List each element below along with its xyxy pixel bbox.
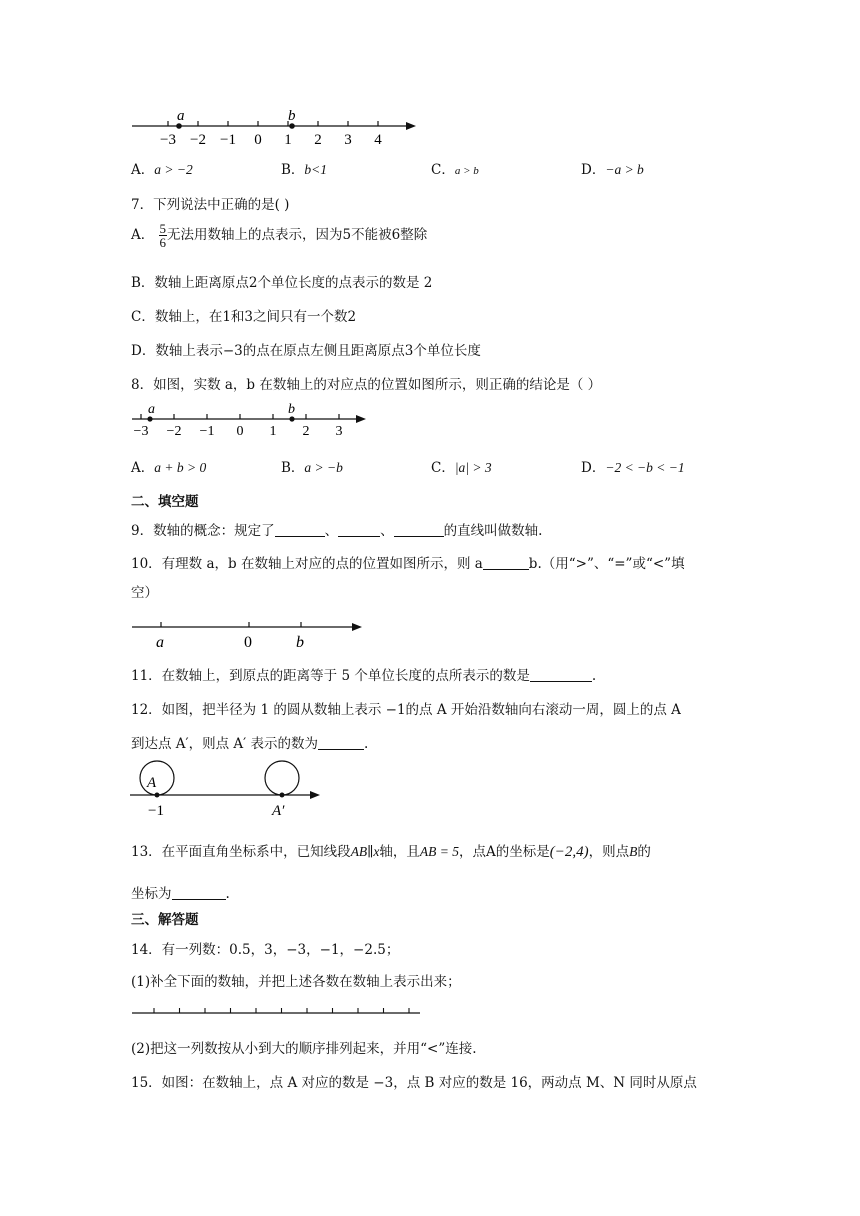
q14-stem: 14．有一列数：0.5，3，−3，−1，−2.5；: [131, 942, 400, 958]
q8-option-b[interactable]: B．a > −b: [281, 460, 343, 476]
q6-point-b-label: b: [288, 108, 296, 124]
q9: 9．数轴的概念：规定了 、 、 的直线叫做数轴.: [131, 523, 543, 539]
q8-point-a-label: a: [148, 402, 155, 417]
q9-blank-2[interactable]: [338, 522, 380, 537]
q8-option-c[interactable]: C．|a| > 3: [431, 460, 492, 476]
q6-tick-label: −2: [190, 132, 206, 148]
q12-circle-diagram: [128, 757, 328, 821]
q14-part1: (1)补全下面的数轴，并把上述各数在数轴上表示出来；: [131, 974, 461, 990]
q10-line2: 空）: [131, 585, 158, 601]
q12-label-A-prime: A′: [272, 803, 285, 819]
q8-stem: 8．如图，实数 a，b 在数轴上的对应点的位置如图所示，则正确的结论是（ ）: [131, 377, 602, 393]
q12-circle-start: [140, 761, 174, 795]
q8-option-a[interactable]: A．a + b > 0: [131, 460, 207, 476]
q13-line1: 13．在平面直角坐标系中，已知线段AB∥x轴，且AB = 5，点A的坐标是(−2,4)，则点B的: [131, 844, 651, 860]
q6-point-a-label: a: [177, 108, 185, 124]
q6-tick-label: 1: [284, 132, 292, 148]
q7-option-d[interactable]: D．数轴上表示−3的点在原点左侧且距离原点3个单位长度: [131, 343, 481, 359]
q8-tick-label: −3: [133, 424, 149, 439]
section-solution-heading: 三、解答题: [131, 912, 199, 928]
q10: 10．有理数 a，b 在数轴上对应的点的位置如图所示，则 a b.（用“>”、“=”或“<”填: [131, 556, 685, 572]
q8-point-b-dot: [289, 416, 294, 421]
q13-line2: 坐标为 .: [131, 886, 230, 902]
q6-point-b-dot: [289, 123, 295, 129]
q14-empty-number-line[interactable]: [128, 1000, 424, 1024]
q9-blank-1[interactable]: [275, 522, 325, 537]
q6-option-c[interactable]: C．a > b: [431, 162, 479, 178]
q8-option-d[interactable]: D．−2 < −b < −1: [581, 460, 685, 476]
q6-option-a[interactable]: A．a > −2: [131, 162, 193, 178]
q12-blank[interactable]: [318, 735, 364, 750]
q9-blank-3[interactable]: [394, 522, 444, 537]
q8-tick-label: 2: [302, 424, 310, 439]
q7-option-a[interactable]: A． $\frac{5}{6}$ 无法用数轴上的点表示，因为5不能被6整除: [131, 221, 428, 250]
section-fill-in-blank-heading: 二、填空题: [131, 494, 199, 510]
q8-tick-label: 1: [269, 424, 277, 439]
q6-tick-label: 2: [314, 132, 322, 148]
q6-tick-label: 4: [374, 132, 382, 148]
q12-label-A: A: [147, 775, 157, 791]
q8-point-b-label: b: [288, 402, 295, 417]
q6-tick-label: 0: [254, 132, 262, 148]
q7-option-b[interactable]: B．数轴上距离原点2个单位长度的点表示的数是 2: [131, 275, 433, 291]
q6-option-d[interactable]: D．−a > b: [581, 162, 644, 178]
q7-fraction: $\frac{5}{6}$: [159, 221, 167, 250]
q8-tick-label: 3: [335, 424, 343, 439]
q8-tick-label: −1: [199, 424, 215, 439]
q7-option-c[interactable]: C．数轴上，在1和3之间只有一个数2: [131, 309, 357, 325]
q6-point-a-dot: [176, 123, 182, 129]
q6-option-b[interactable]: B．b<1: [281, 162, 328, 178]
q6-tick-label: −1: [220, 132, 236, 148]
q10-label-zero: 0: [244, 634, 252, 651]
q8-tick-label: −2: [166, 424, 182, 439]
q15-stem: 15．如图：在数轴上，点 A 对应的数是 −3，点 B 对应的数是 16，两动点 M、N 同时从原点: [131, 1075, 697, 1091]
q12-line2: 到达点 A′，则点 A′ 表示的数为 .: [131, 736, 369, 752]
q7-stem: 7．下列说法中正确的是( ): [131, 197, 290, 213]
q10-blank[interactable]: [483, 555, 529, 570]
q11-blank[interactable]: [530, 667, 592, 682]
q10-label-a: a: [156, 634, 164, 651]
q12-label-neg1: −1: [148, 803, 164, 819]
q13-blank[interactable]: [172, 885, 226, 900]
q11: 11．在数轴上，到原点的距离等于 5 个单位长度的点所表示的数是 .: [131, 668, 597, 684]
q6-tick-label: −3: [160, 132, 176, 148]
q8-number-line: [128, 399, 372, 439]
q12-line1: 12．如图，把半径为 1 的圆从数轴上表示 −1的点 A 开始沿数轴向右滚动一周，圆上的点 A: [131, 702, 681, 718]
q6-number-line: [128, 104, 420, 150]
q10-number-line: [128, 614, 368, 654]
q6-tick-label: 3: [344, 132, 352, 148]
q14-part2: (2)把这一列数按从小到大的顺序排列起来，并用“<”连接.: [131, 1041, 477, 1057]
q10-label-b: b: [296, 634, 304, 651]
q8-point-a-dot: [147, 416, 152, 421]
q8-tick-label: 0: [236, 424, 244, 439]
q12-circle-end: [265, 761, 299, 795]
